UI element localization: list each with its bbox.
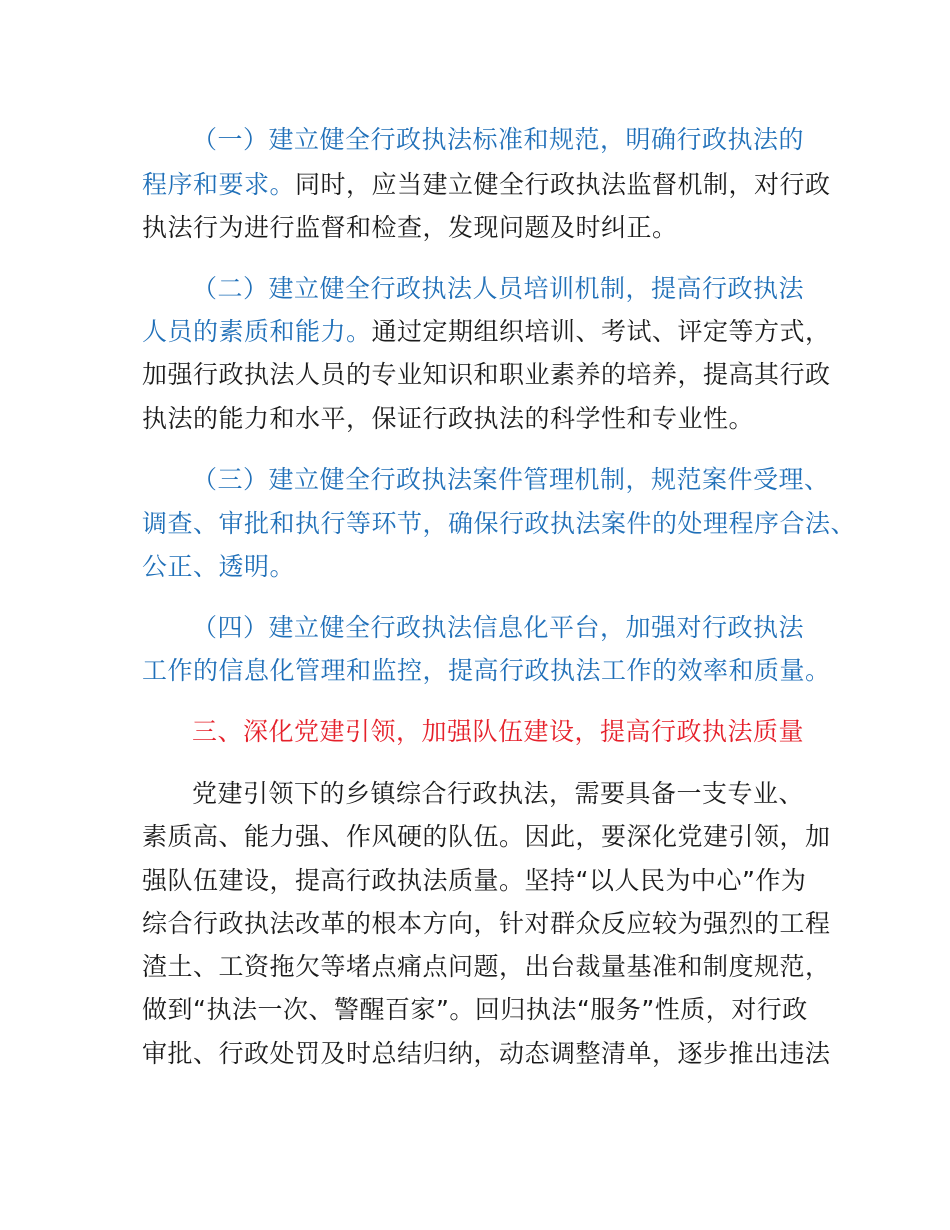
para1-line2-black: 同时，应当建立健全行政执法监督机制，对行政 [295, 170, 831, 199]
para1-line2 [142, 170, 831, 200]
para4-line2: 工作的信息化管理和监控，提高行政执法工作的效率和质量。 [142, 656, 831, 685]
para4-line1: （四）建立健全行政执法信息化平台，加强对行政执法 [192, 613, 805, 642]
para5-line2: 素质高、能力强、作风硬的队伍。因此，要深化党建引领，加 [142, 822, 831, 851]
para5-line4: 综合行政执法改革的根本方向，针对群众反应较为强烈的工程 [142, 909, 831, 938]
para5-line7: 审批、行政处罚及时总结归纳，动态调整清单，逐步推出违法 [142, 1039, 831, 1068]
para5-line3: 强队伍建设，提高行政执法质量。坚持“以人民为中心”作为 [142, 866, 807, 895]
para3-line1: （三）建立健全行政执法案件管理机制，规范案件受理、 [192, 465, 830, 494]
para3-line3: 公正、透明。 [142, 552, 296, 581]
section-heading-3: 三、深化党建引领，加强队伍建设，提高行政执法质量 [192, 717, 805, 746]
para3-line2: 调查、审批和执行等环节，确保行政执法案件的处理程序合法、 [142, 509, 857, 538]
para2-line2-black: 通过定期组织培训、考试、评定等方式， [371, 317, 831, 346]
para2-line4: 执法的能力和水平，保证行政执法的科学性和专业性。 [142, 404, 755, 433]
para2-line1: （二）建立健全行政执法人员培训机制，提高行政执法 [192, 274, 805, 303]
para2-line2-blue: 人员的素质和能力。 [142, 317, 372, 346]
para5-line1: 党建引领下的乡镇综合行政执法，需要具备一支专业、 [192, 779, 805, 808]
para5-line5: 渣土、工资拖欠等堵点痛点问题，出台裁量基准和制度规范， [142, 952, 831, 981]
para1-line2-blue: 程序和要求。 [142, 170, 296, 199]
para2-line3: 加强行政执法人员的专业知识和职业素养的培养，提高其行政 [142, 360, 831, 389]
para5-line6: 做到“执法一次、警醒百家”。回归执法“服务”性质，对行政 [142, 995, 808, 1024]
para1-line3: 执法行为进行监督和检查，发现问题及时纠正。 [142, 213, 678, 242]
para1-line1: （一）建立健全行政执法标准和规范，明确行政执法的 [192, 125, 805, 154]
para2-line2 [142, 317, 831, 347]
